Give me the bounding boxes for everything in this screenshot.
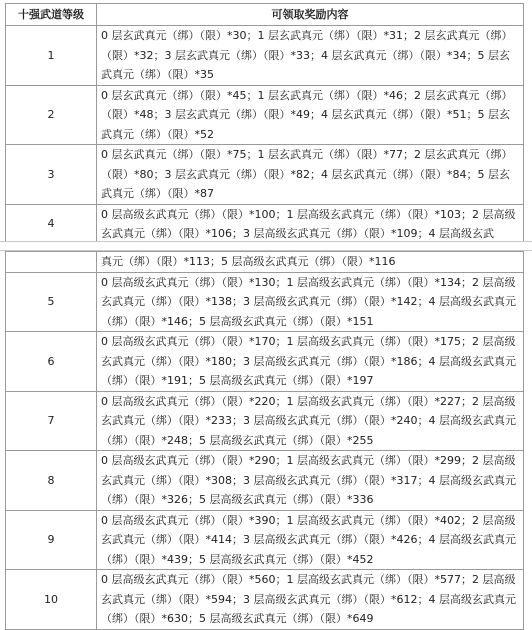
level-cell: 7	[6, 391, 97, 451]
level-cell: 10	[6, 570, 97, 630]
table-row	[6, 570, 524, 630]
page-break	[0, 241, 532, 251]
reward-table-continued	[5, 251, 524, 630]
reward-cell: 0 层高级玄武真元（绑）（限）*560；1 层高级玄武真元（绑）（限）*577；2 层高级玄武真元（绑）（限）*594；3 层高级玄武真元（绑）（限）*612；4 层高级玄武真元（绑）（限）*630；5 层高级玄武真元（绑）（限）*649	[97, 570, 524, 630]
reward-cell: 0 层玄武真元（绑）（限）*75；1 层玄武真元（绑）（限）*77；2 层玄武真元（绑）（限）*80；3 层玄武真元（绑）（限）*82；4 层玄武真元（绑）（限）*84；5 层玄武真元（绑）（限）*87	[97, 145, 524, 205]
table-header-row	[6, 4, 524, 26]
table-row	[6, 272, 524, 332]
level-cell: 6	[6, 332, 97, 392]
reward-document	[5, 3, 523, 245]
reward-cell: 0 层高级玄武真元（绑）（限）*220；1 层高级玄武真元（绑）（限）*227；2 层高级玄武真元（绑）（限）*233；3 层高级玄武真元（绑）（限）*240；4 层高级玄武真元（绑）（限）*248；5 层高级玄武真元（绑）（限）*255	[97, 391, 524, 451]
reward-table	[5, 3, 524, 245]
table-row	[6, 391, 524, 451]
header-reward: 可领取奖励内容	[97, 4, 524, 26]
level-cell: 3	[6, 145, 97, 205]
level-cell: 2	[6, 85, 97, 145]
table-row	[6, 332, 524, 392]
reward-document-page-2	[5, 251, 523, 630]
table-row	[6, 204, 524, 244]
reward-cell: 0 层高级玄武真元（绑）（限）*170；1 层高级玄武真元（绑）（限）*175；2 层高级玄武真元（绑）（限）*180；3 层高级玄武真元（绑）（限）*186；4 层高级玄武真元（绑）（限）*191；5 层高级玄武真元（绑）（限）*197	[97, 332, 524, 392]
reward-cell: 0 层高级玄武真元（绑）（限）*390；1 层高级玄武真元（绑）（限）*402；2 层高级玄武真元（绑）（限）*414；3 层高级玄武真元（绑）（限）*426；4 层高级玄武真元（绑）（限）*439；5 层高级玄武真元（绑）（限）*452	[97, 510, 524, 570]
table-row	[6, 451, 524, 511]
level-cell: 8	[6, 451, 97, 511]
level-cell: 5	[6, 272, 97, 332]
level-cell: 1	[6, 26, 97, 86]
reward-cell: 0 层高级玄武真元（绑）（限）*130；1 层高级玄武真元（绑）（限）*134；2 层高级玄武真元（绑）（限）*138；3 层高级玄武真元（绑）（限）*142；4 层高级玄武真元（绑）（限）*146；5 层高级玄武真元（绑）（限）*151	[97, 272, 524, 332]
level-cell-empty	[6, 252, 97, 273]
table-row	[6, 26, 524, 86]
reward-cell: 0 层高级玄武真元（绑）（限）*290；1 层高级玄武真元（绑）（限）*299；2 层高级玄武真元（绑）（限）*308；3 层高级玄武真元（绑）（限）*317；4 层高级玄武真元（绑）（限）*326；5 层高级玄武真元（绑）（限）*336	[97, 451, 524, 511]
level-cell: 4	[6, 204, 97, 244]
table-row	[6, 510, 524, 570]
reward-cell: 0 层玄武真元（绑）（限）*45；1 层玄武真元（绑）（限）*46；2 层玄武真元（绑）（限）*48；3 层玄武真元（绑）（限）*49；4 层玄武真元（绑）（限）*51；5 层玄武真元（绑）（限）*52	[97, 85, 524, 145]
reward-cell: 0 层玄武真元（绑）（限）*30；1 层玄武真元（绑）（限）*31；2 层玄武真元（绑）（限）*32；3 层玄武真元（绑）（限）*33；4 层玄武真元（绑）（限）*34；5 层玄武真元（绑）（限）*35	[97, 26, 524, 86]
reward-cell-continuation: 真元（绑）（限）*113；5 层高级玄武真元（绑）（限）*116	[97, 252, 524, 273]
table-row	[6, 145, 524, 205]
level-cell: 9	[6, 510, 97, 570]
header-level: 十强武道等级	[6, 4, 97, 26]
reward-cell: 0 层高级玄武真元（绑）（限）*100；1 层高级玄武真元（绑）（限）*103；2 层高级玄武真元（绑）（限）*106；3 层高级玄武真元（绑）（限）*109；4 层高级玄武	[97, 204, 524, 244]
table-row	[6, 85, 524, 145]
table-row	[6, 252, 524, 273]
